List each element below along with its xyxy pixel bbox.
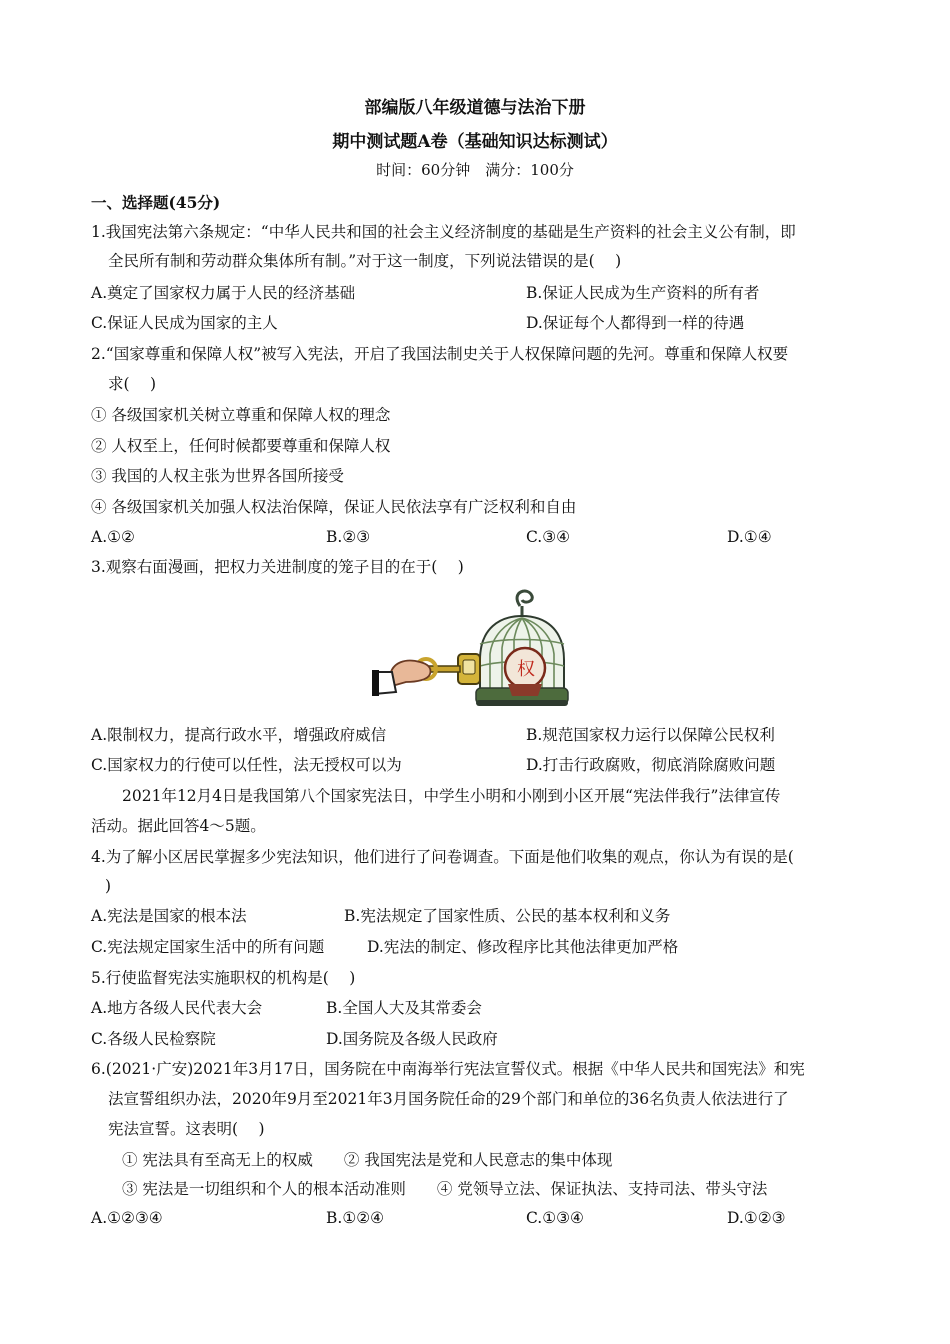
q1-stem-line2: 全民所有制和劳动群众集体所有制。”对于这一制度，下列说法错误的是( )	[108, 252, 622, 270]
q3-option-b[interactable]: B.规范国家权力运行以保障公民权利	[526, 726, 775, 744]
title-line1: 部编版八年级道德与法治下册	[364, 98, 586, 118]
q1-option-a[interactable]: A.奠定了国家权力属于人民的经济基础	[91, 284, 356, 302]
cartoon-power-in-cage	[372, 588, 582, 714]
q6-option-b[interactable]: B.①②④	[326, 1209, 385, 1227]
q6-stem-line2: 法宣誓组织办法，2020年9月至2021年3月国务院任命的29个部门和单位的36名负责人依法进行了	[108, 1090, 789, 1108]
q4-option-a[interactable]: A.宪法是国家的根本法	[91, 907, 247, 925]
q6-option-a[interactable]: A.①②③④	[91, 1209, 163, 1227]
q1-option-c[interactable]: C.保证人民成为国家的主人	[91, 314, 278, 332]
q5-option-b[interactable]: B.全国人大及其常委会	[326, 999, 482, 1017]
q6-stem-line1: 6.(2021·广安)2021年3月17日，国务院在中南海举行宪法宣誓仪式。根据《中华人民共和国宪法》和宪	[91, 1060, 805, 1078]
q6-stem-line3: 宪法宣誓。这表明( )	[108, 1120, 265, 1138]
q3-stem-line1: 3.观察右面漫画，把权力关进制度的笼子目的在于( )	[91, 558, 464, 576]
intro-line1: 2021年12月4日是我国第八个国家宪法日，中学生小明和小刚到小区开展“宪法伴我行”法律宣传	[122, 787, 781, 805]
q3-option-c[interactable]: C.国家权力的行使可以任性，法无授权可以为	[91, 756, 402, 774]
title-line2: 期中测试题A卷（基础知识达标测试）	[332, 132, 618, 152]
q6-option-d[interactable]: D.①②③	[727, 1209, 786, 1227]
q6-statements-3-4: ③ 宪法是一切组织和个人的根本活动准则 ④ 党领导立法、保证执法、支持司法、带头守法	[122, 1180, 768, 1198]
q2-statement-3: ③ 我国的人权主张为世界各国所接受	[91, 467, 344, 485]
q4-option-c[interactable]: C.宪法规定国家生活中的所有问题	[91, 938, 325, 956]
q4-option-b[interactable]: B.宪法规定了国家性质、公民的基本权利和义务	[344, 907, 671, 925]
q2-statement-4: ④ 各级国家机关加强人权法治保障，保证人民依法享有广泛权利和自由	[91, 498, 577, 516]
q4-stem-line2: )	[105, 877, 112, 895]
q3-option-d[interactable]: D.打击行政腐败，彻底消除腐败问题	[526, 756, 776, 774]
q3-option-a[interactable]: A.限制权力，提高行政水平，增强政府威信	[91, 726, 387, 744]
q1-option-d[interactable]: D.保证每个人都得到一样的待遇	[526, 314, 745, 332]
q4-option-d[interactable]: D.宪法的制定、修改程序比其他法律更加严格	[367, 938, 679, 956]
q6-option-c[interactable]: C.①③④	[526, 1209, 584, 1227]
exam-meta: 时间：60分钟 满分：100分	[376, 161, 574, 179]
q2-option-b[interactable]: B.②③	[326, 528, 371, 546]
q2-stem-line2: 求( )	[108, 375, 157, 393]
q5-option-c[interactable]: C.各级人民检察院	[91, 1030, 216, 1048]
q2-option-d[interactable]: D.①④	[727, 528, 772, 546]
q5-option-d[interactable]: D.国务院及各级人民政府	[326, 1030, 498, 1048]
q6-statements-1-2: ① 宪法具有至高无上的权威 ② 我国宪法是党和人民意志的集中体现	[122, 1151, 613, 1169]
q4-stem-line1: 4.为了解小区居民掌握多少宪法知识，他们进行了问卷调查。下面是他们收集的观点，你认为有误的是(	[91, 848, 794, 866]
q5-stem-line1: 5.行使监督宪法实施职权的机构是( )	[91, 969, 356, 987]
q2-stem-line1: 2.“国家尊重和保障人权”被写入宪法，开启了我国法制史关于人权保障问题的先河。尊重和保障人权要	[91, 345, 789, 363]
q1-stem-line1: 1.我国宪法第六条规定：“中华人民共和国的社会主义经济制度的基础是生产资料的社会主义公有制，即	[91, 223, 796, 241]
q1-option-b[interactable]: B.保证人民成为生产资料的所有者	[526, 284, 760, 302]
cartoon-power-character: 权	[517, 659, 535, 680]
q2-statement-2: ② 人权至上，任何时候都要尊重和保障人权	[91, 437, 391, 455]
intro-line2: 活动。据此回答4～5题。	[91, 817, 266, 835]
q2-statement-1: ① 各级国家机关树立尊重和保障人权的理念	[91, 406, 391, 424]
section-heading: 一、选择题(45分)	[91, 193, 221, 212]
q5-option-a[interactable]: A.地方各级人民代表大会	[91, 999, 263, 1017]
q2-option-c[interactable]: C.③④	[526, 528, 571, 546]
q2-option-a[interactable]: A.①②	[91, 528, 135, 546]
